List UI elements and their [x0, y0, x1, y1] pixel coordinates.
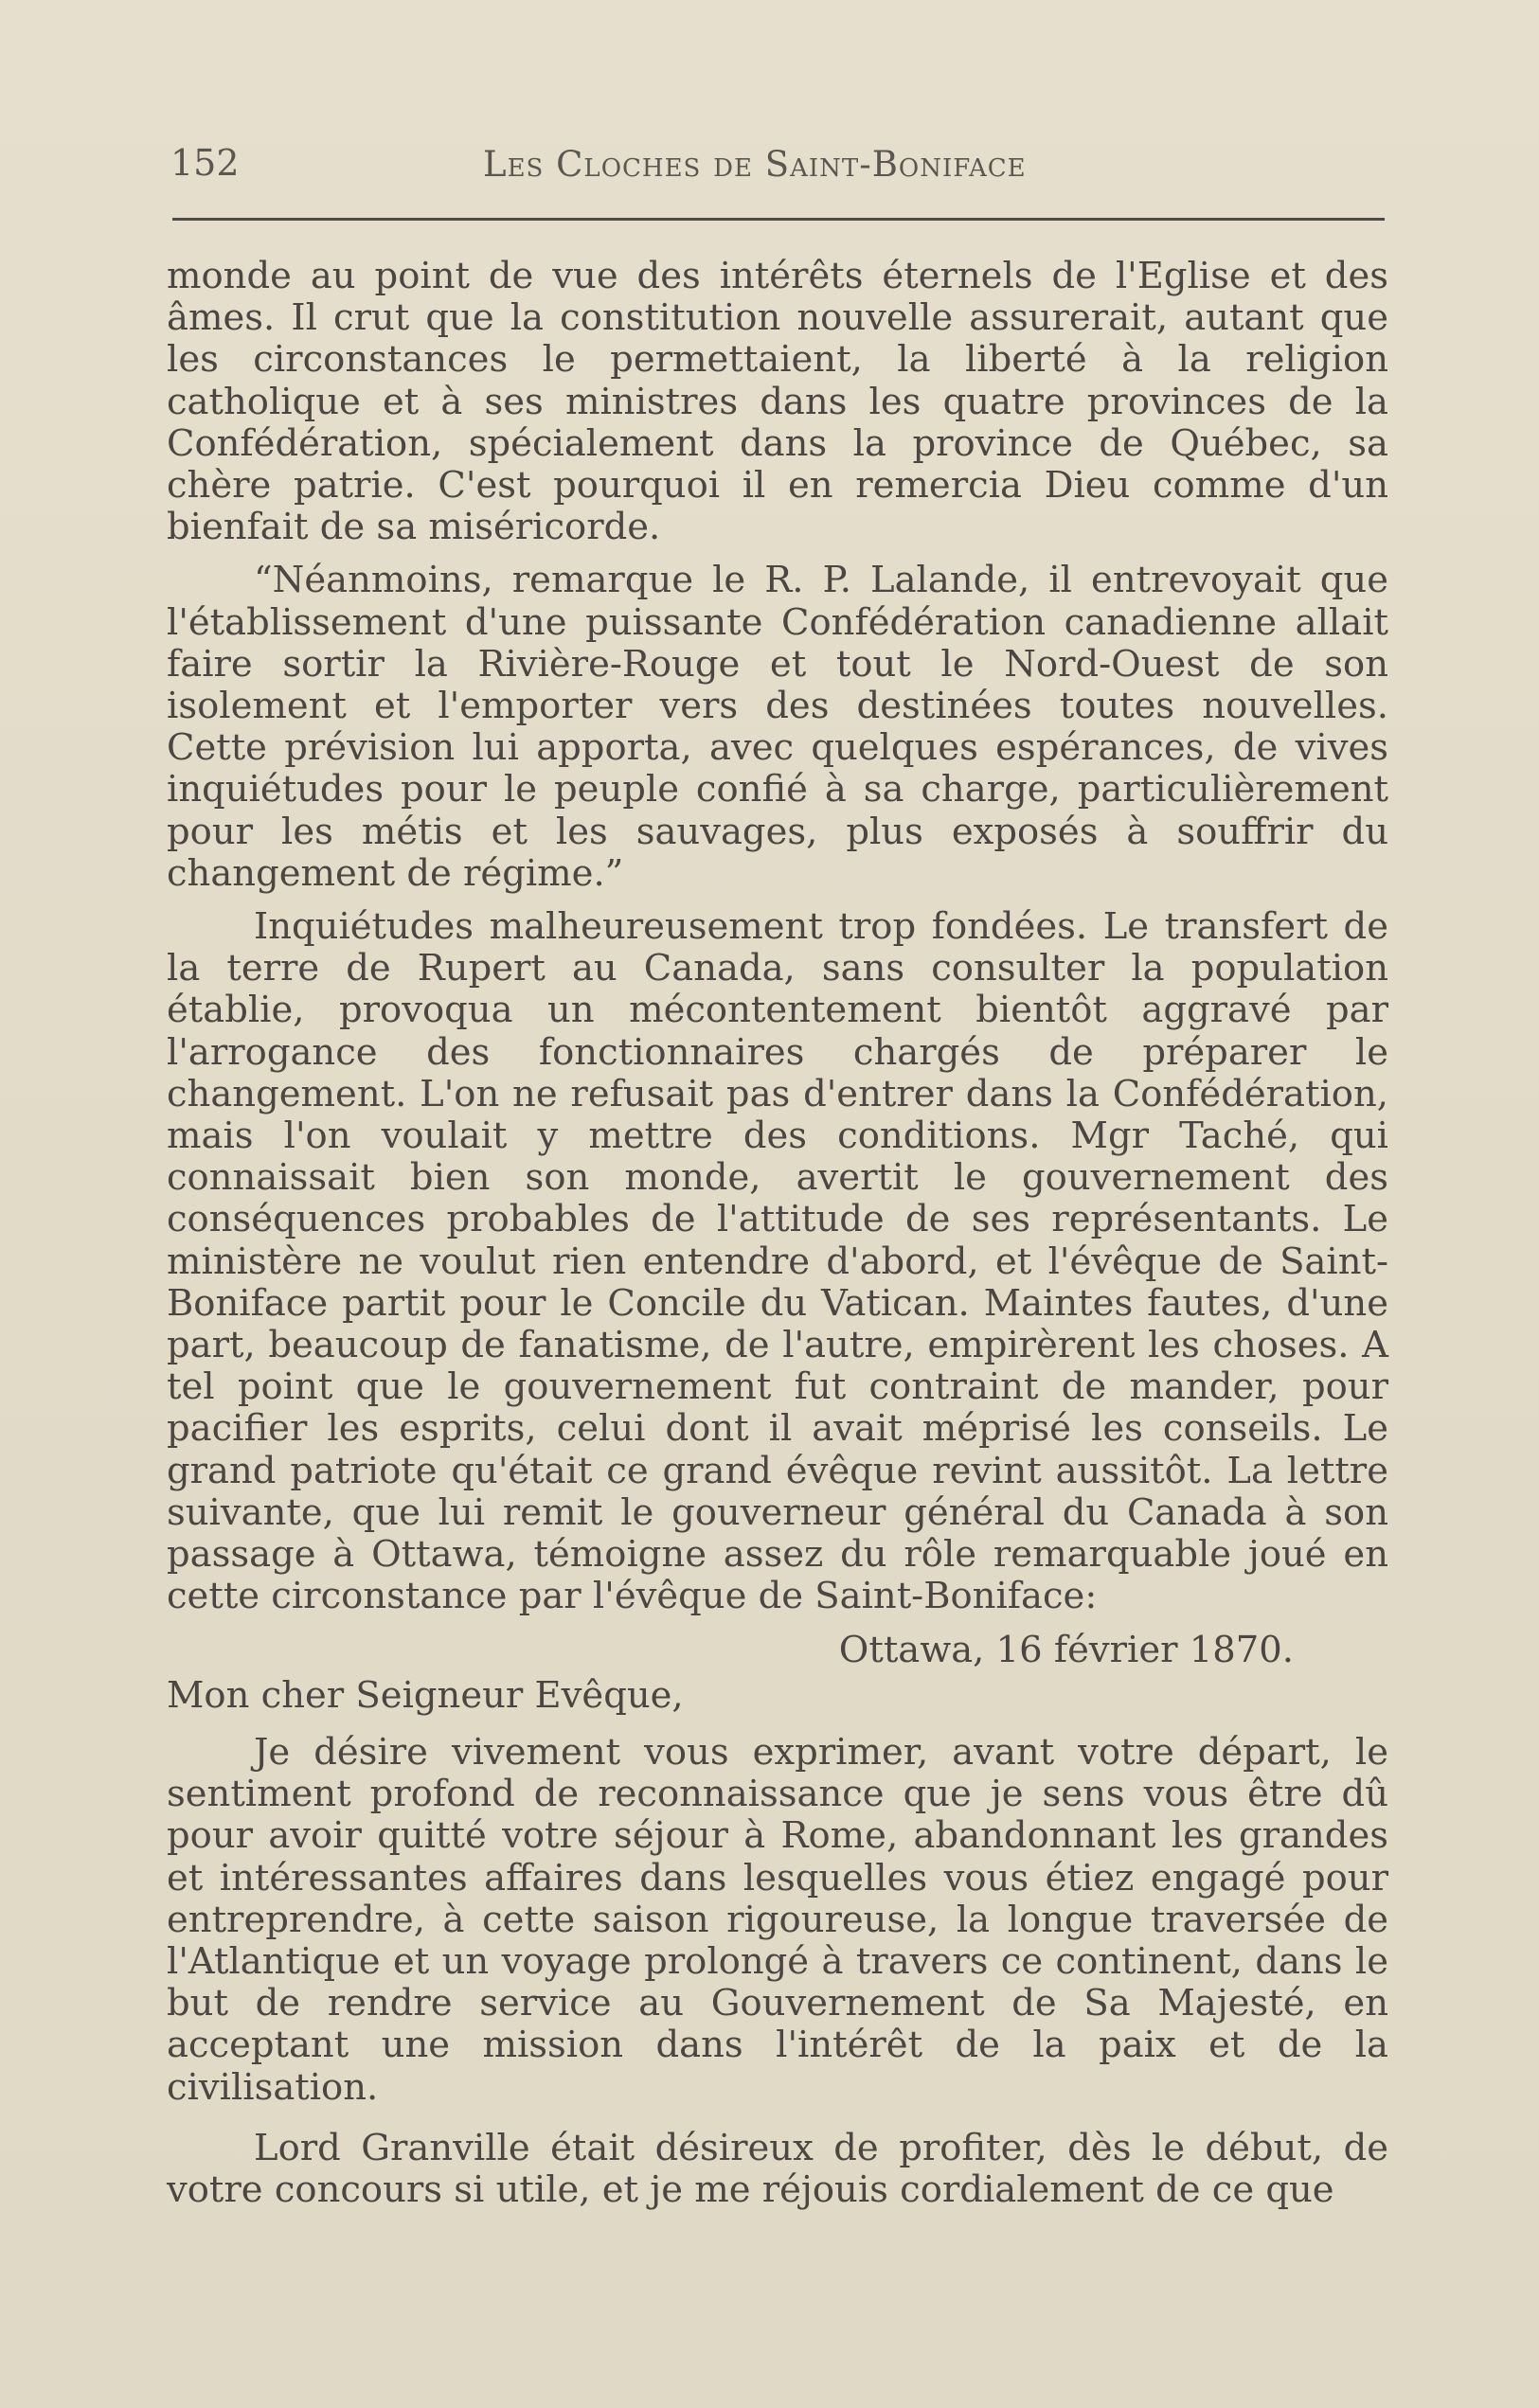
body-text	[167, 256, 1388, 2230]
page-header	[170, 142, 1383, 189]
paragraph-3: Inquiétudes malheureusement trop fondées. Le transfert de la terre de Rupert au Canada, sans consulter la population établie, provoqua un mécontentement bientôt aggravé par l'arrogance des fonctionnaires chargés de préparer le changement. L'on ne refusait pas d'entrer dans la Confédération, mais l'on voulait y mettre des conditions. Mgr Taché, qui connaissait bien son monde, avertit le gouvernement des conséquences probables de l'attitude de ses représentants. Le ministère ne voulut rien entendre d'abord, et l'évêque de Saint-Boniface partit pour le Concile du Vatican. Maintes fautes, d'une part, beaucoup de fanatisme, de l'autre, empirèrent les choses. A tel point que le gouvernement fut contraint de mander, pour pacifier les esprits, celui dont il avait méprisé les conseils. Le grand patriote qu'était ce grand évêque revint aussitôt. La lettre suivante, que lui remit le gouverneur général du Canada à son passage à Ottawa, témoigne assez du rôle remarquable joué en cette circonstance par l'évêque de Saint-Boniface:	[167, 905, 1388, 1618]
letter-salutation: Mon cher Seigneur Evêque,	[167, 1673, 684, 1717]
letter-paragraph-2: Lord Granville était désireux de profiter, dès le début, de votre concours si utile, et je me réjouis cordialement de ce que	[167, 2126, 1388, 2211]
page-number: 152	[170, 142, 240, 184]
running-title: Les Cloches de Saint-Boniface	[483, 144, 1027, 185]
paragraph-2: “Néanmoins, remarque le R. P. Lalande, il entrevoyait que l'établissement d'une puissante Confédération canadienne allait faire sortir la Rivière-Rouge et tout le Nord-Ouest de son isolement et l'emporter vers des destinées toutes nouvelles. Cette prévision lui apporta, avec quelques espérances, de vives inquiétudes pour le peuple confié à sa charge, particulièrement pour les métis et les sauvages, plus exposés à souffrir du changement de régime.”	[167, 559, 1388, 895]
paragraph-1: monde au point de vue des intérêts éternels de l'Eglise et des âmes. Il crut que la constitution nouvelle assurerait, autant que les circonstances le permettaient, la liberté à la religion catholique et à ses ministres dans les quatre provinces de la Confédération, spécialement dans la province de Québec, sa chère patrie. C'est pourquoi il en remercia Dieu comme d'un bienfait de sa miséricorde.	[167, 255, 1388, 549]
letter-dateline: Ottawa, 16 février 1870.	[838, 1628, 1294, 1671]
header-rule	[172, 218, 1385, 221]
letter	[167, 1630, 1388, 2212]
letter-paragraph-1: Je désire vivement vous exprimer, avant votre départ, le sentiment profond de reconnaissance que je sens vous être dû pour avoir quitté votre séjour à Rome, abandonnant les grandes et intéressantes affaires dans lesquelles vous étiez engagé pour entreprendre, à cette saison rigoureuse, la longue traversée de l'Atlantique et un voyage prolongé à travers ce continent, dans le but de rendre service au Gouvernement de Sa Majesté, en acceptant une mission dans l'intérêt de la paix et de la civilisation.	[167, 1730, 1388, 2109]
